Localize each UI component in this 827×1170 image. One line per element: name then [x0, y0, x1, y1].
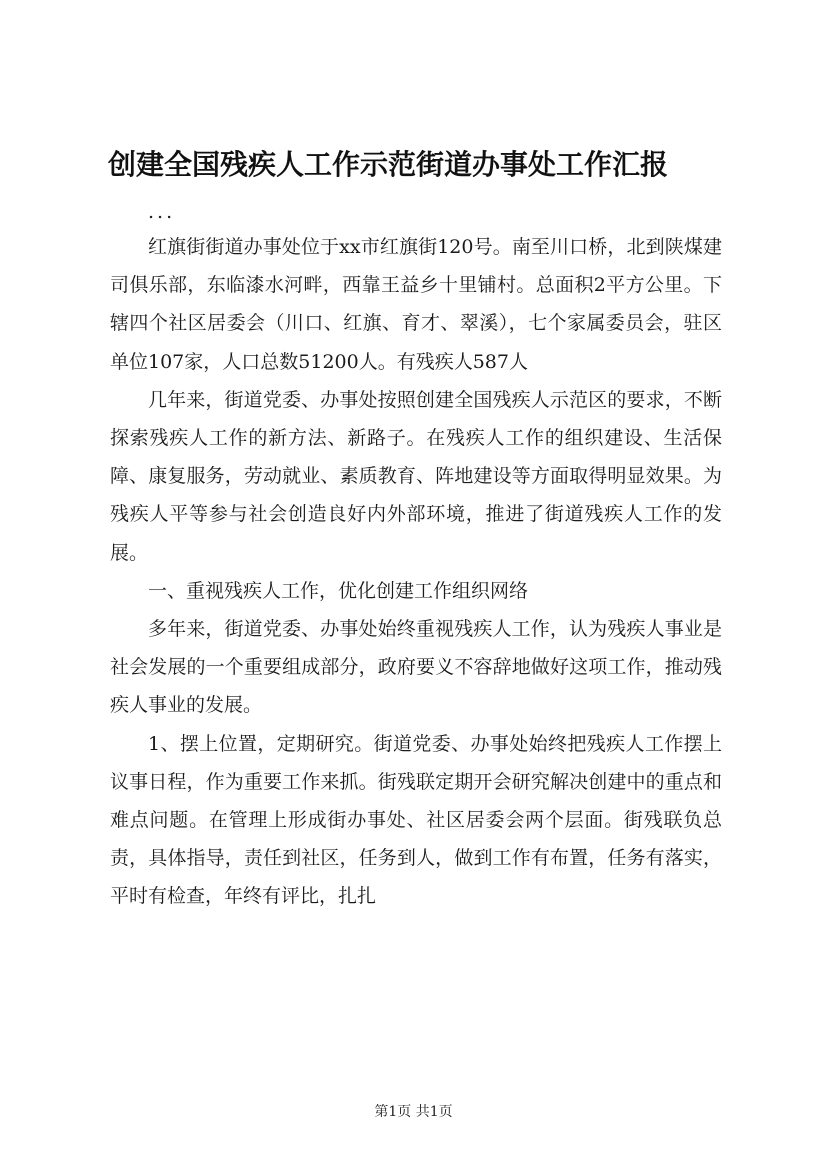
document-title: 创建全国残疾人工作示范街道办事处工作汇报 — [108, 148, 669, 181]
section-heading-1: 一、重视残疾人工作，优化创建工作组织网络 — [148, 579, 529, 602]
paragraph-importance: 多年来，街道党委、办事处始终重视残疾人工作，认为残疾人事业是社会发展的一个重要组成部分，政府要义不容辞地做好这项工作，推动残疾人事业的发展。 — [110, 618, 722, 717]
document-body — [110, 196, 722, 916]
paragraph-item-1: 1、摆上位置，定期研究。街道党委、办事处始终把残疾人工作摆上议事日程，作为重要工作来抓。街残联定期开会研究解决创建中的重点和难点问题。在管理上形成街办事处、社区居委会两个层面。街残联负总责，具体指导，责任到社区，任务到人，做到工作有布置，任务有落实，平时有检查，年终有评比，扎扎 — [110, 732, 722, 908]
page-footer: 第1页 共1页 — [374, 1104, 453, 1120]
paragraph-overview: 红旗街街道办事处位于xx市红旗街120号。南至川口桥，北到陕煤建司俱乐部，东临漆水河畔，西靠王益乡十里铺村。总面积2平方公里。下辖四个社区居委会（川口、红旗、育才、翠溪），七个家属委员会，驻区单位107家，人口总数51200人。有残疾人587人 — [110, 236, 722, 373]
subtitle-dots: ... — [148, 201, 176, 223]
paragraph-achievements: 几年来，街道党委、办事处按照创建全国残疾人示范区的要求，不断探索残疾人工作的新方法、新路子。在残疾人工作的组织建设、生活保障、康复服务，劳动就业、素质教育、阵地建设等方面取得明显效果。为残疾人平等参与社会创造良好内外部环境，推进了街道残疾人工作的发展。 — [110, 388, 722, 564]
